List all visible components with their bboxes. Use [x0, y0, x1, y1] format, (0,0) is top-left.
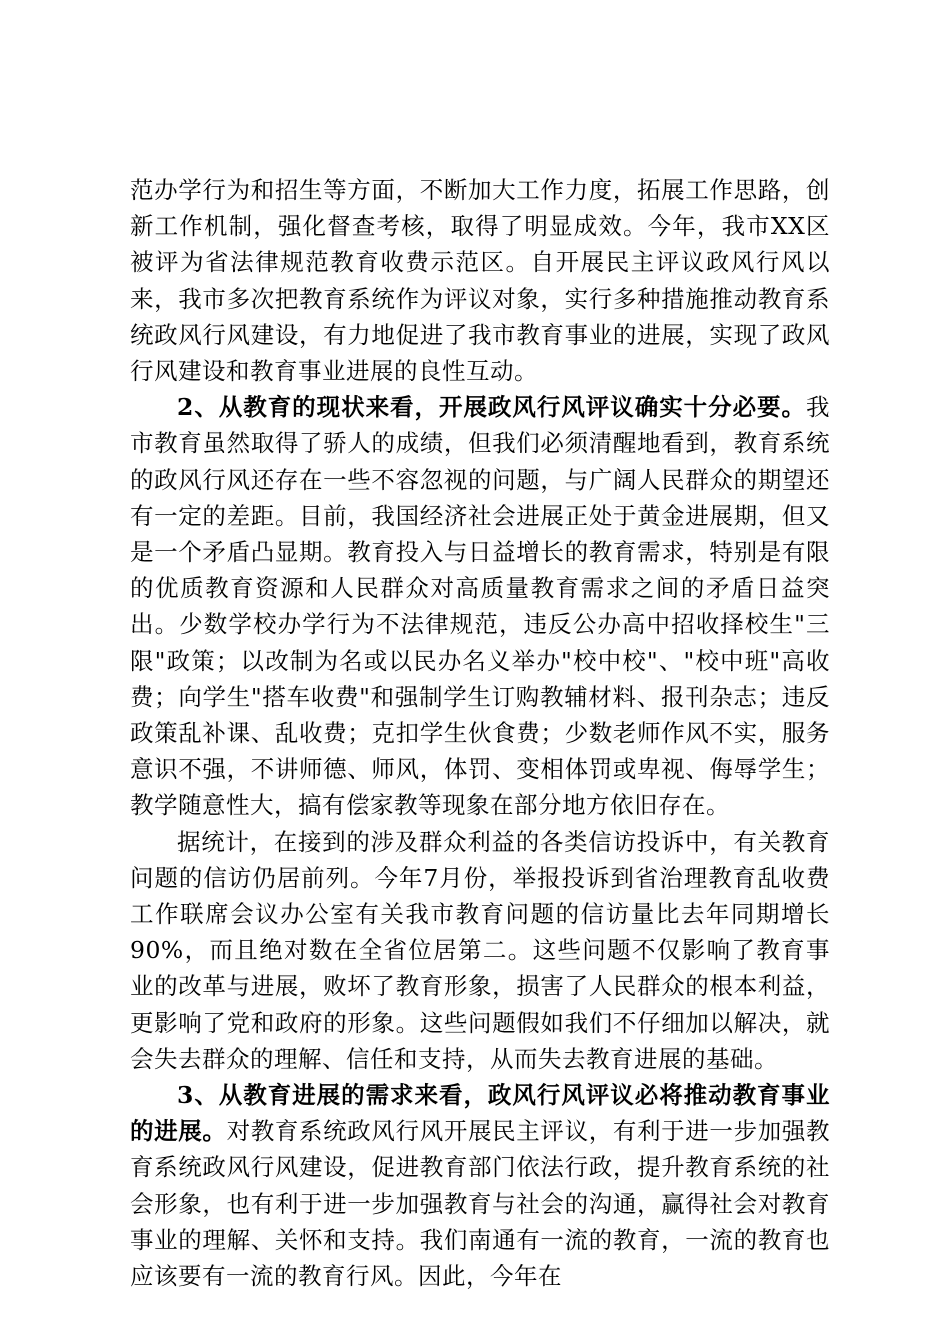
paragraph-continuation — [130, 172, 830, 389]
paragraph-text: 我市教育虽然取得了骄人的成绩，但我们必须清醒地看到，教育系统的政风行风还存在一些不容忽视的问题，与广阔人民群众的期望还有一定的差距。目前，我国经济社会进展正处于黄金进展期，但又是一个矛盾凸显期。教育投入与日益增长的教育需求，特别是有限的优质教育资源和人民群众对高质量教育需求之间的矛盾日益突出。少数学校办学行为不法律规范，违反公办高中招收择校生"三限"政策；以改制为名或以民办名义举办"校中校"、"校中班"高收费；向学生"搭车收费"和强制学生订购教辅材料、报刊杂志；违反政策乱补课、乱收费；克扣学生伙食费；少数老师作风不实，服务意识不强，不讲师德、师风，体罚、变相体罚或卑视、侮辱学生；教学随意性大，搞有偿家教等现象在部分地方依旧存在。 — [130, 393, 830, 820]
section-heading: 3、从教育进展的需求来看，政风行风评议必将推动教育事业的进展。 — [130, 1081, 830, 1146]
document-page — [130, 172, 830, 1294]
paragraph-text: 对教育系统政风行风开展民主评议，有利于进一步加强教育系统政风行风建设，促进教育部门依法行政，提升教育系统的社会形象，也有利于进一步加强教育与社会的沟通，赢得社会对教育事业的理解、关怀和支持。我们南通有一流的教育，一流的教育也应该要有一流的教育行风。因此，今年在 — [130, 1117, 831, 1291]
paragraph-section-2 — [130, 389, 830, 823]
paragraph-text: 范办学行为和招生等方面，不断加大工作力度，拓展工作思路，创新工作机制，强化督查考核，取得了明显成效。今年，我市XX区被评为省法律规范教育收费示范区。自开展民主评议政风行风以来，我市多次把教育系统作为评议对象，实行多种措施推动教育系统政风行风建设，有力地促进了我市教育事业的进展，实现了政风行风建设和教育事业进展的良性互动。 — [130, 176, 830, 386]
section-heading: 2、从教育的现状来看，开展政风行风评议确实十分必要。 — [177, 393, 806, 422]
paragraph-statistics — [130, 824, 830, 1077]
paragraph-section-3 — [130, 1077, 830, 1294]
paragraph-text: 据统计，在接到的涉及群众利益的各类信访投诉中，有关教育问题的信访仍居前列。今年7月份，举报投诉到省治理教育乱收费工作联席会议办公室有关我市教育问题的信访量比去年同期增长90%，而且绝对数在全省位居第二。这些问题不仅影响了教育事业的改革与进展，败坏了教育形象，损害了人民群众的根本利益，更影响了党和政府的形象。这些问题假如我们不仔细加以解决，就会失去群众的理解、信任和支持，从而失去教育进展的基础。 — [130, 827, 830, 1073]
